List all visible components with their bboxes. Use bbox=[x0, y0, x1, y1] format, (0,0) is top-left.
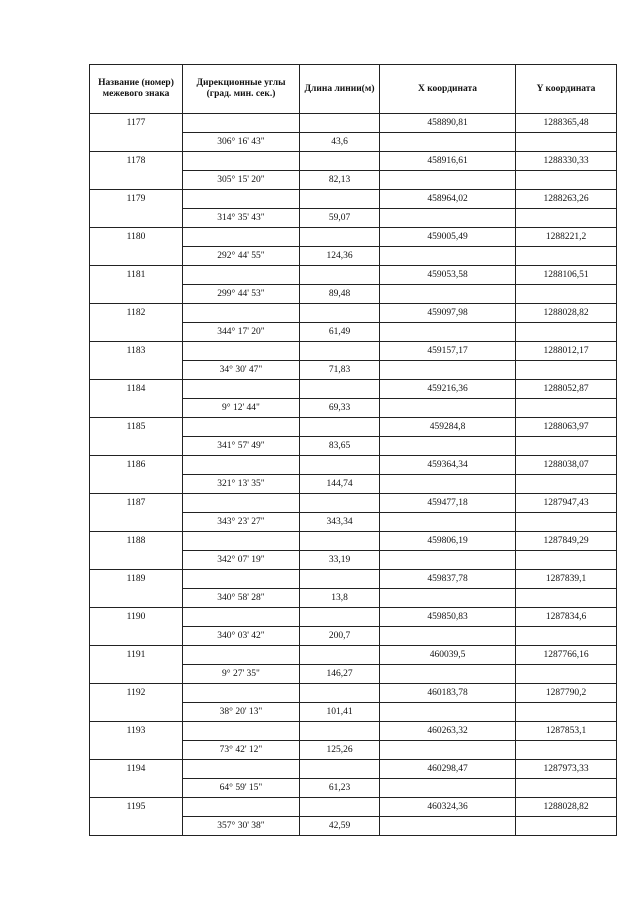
cell-y: 1288028,82 bbox=[516, 304, 617, 323]
cell-angle: 292° 44' 55" bbox=[183, 247, 300, 266]
cell-y: 1287834,6 bbox=[516, 608, 617, 627]
cell-length bbox=[300, 684, 380, 703]
cell-angle: 64° 59' 15" bbox=[183, 779, 300, 798]
cell-angle: 306° 16' 43" bbox=[183, 133, 300, 152]
header-x: X координата bbox=[380, 65, 516, 114]
cell-y bbox=[516, 817, 617, 836]
cell-x bbox=[380, 551, 516, 570]
table-row-point bbox=[90, 342, 617, 361]
cell-x bbox=[380, 627, 516, 646]
cell-angle bbox=[183, 722, 300, 741]
cell-name: 1185 bbox=[90, 418, 183, 437]
table-row-point bbox=[90, 646, 617, 665]
cell-y: 1288063,97 bbox=[516, 418, 617, 437]
table-row-point bbox=[90, 494, 617, 513]
cell-name: 1178 bbox=[90, 152, 183, 171]
cell-y: 1288330,33 bbox=[516, 152, 617, 171]
cell-y bbox=[516, 247, 617, 266]
header-name: Название (номер) межевого знака bbox=[90, 65, 183, 114]
cell-y: 1288012,17 bbox=[516, 342, 617, 361]
cell-angle bbox=[183, 456, 300, 475]
cell-name: 1195 bbox=[90, 798, 183, 817]
cell-length bbox=[300, 152, 380, 171]
cell-length bbox=[300, 646, 380, 665]
cell-x: 459850,83 bbox=[380, 608, 516, 627]
cell-angle: 340° 58' 28" bbox=[183, 589, 300, 608]
table-header-row bbox=[90, 65, 617, 114]
cell-length: 83,65 bbox=[300, 437, 380, 456]
cell-length: 101,41 bbox=[300, 703, 380, 722]
cell-y: 1287849,29 bbox=[516, 532, 617, 551]
cell-x bbox=[380, 665, 516, 684]
cell-x: 459216,36 bbox=[380, 380, 516, 399]
cell-y bbox=[516, 703, 617, 722]
cell-x: 460324,36 bbox=[380, 798, 516, 817]
cell-y bbox=[516, 437, 617, 456]
cell-x: 459053,58 bbox=[380, 266, 516, 285]
cell-y bbox=[516, 665, 617, 684]
cell-name bbox=[90, 323, 183, 342]
cell-angle: 314° 35' 43" bbox=[183, 209, 300, 228]
cell-angle bbox=[183, 532, 300, 551]
cell-length: 200,7 bbox=[300, 627, 380, 646]
table-row-segment bbox=[90, 589, 617, 608]
cell-angle bbox=[183, 152, 300, 171]
cell-angle bbox=[183, 418, 300, 437]
cell-name bbox=[90, 817, 183, 836]
cell-angle: 299° 44' 53" bbox=[183, 285, 300, 304]
cell-x bbox=[380, 285, 516, 304]
table-row-point bbox=[90, 190, 617, 209]
cell-y bbox=[516, 551, 617, 570]
table-row-point bbox=[90, 380, 617, 399]
cell-y bbox=[516, 285, 617, 304]
cell-x bbox=[380, 361, 516, 380]
cell-y: 1288106,51 bbox=[516, 266, 617, 285]
cell-name: 1188 bbox=[90, 532, 183, 551]
cell-length: 146,27 bbox=[300, 665, 380, 684]
cell-angle bbox=[183, 228, 300, 247]
table-row-segment bbox=[90, 551, 617, 570]
cell-x: 459806,19 bbox=[380, 532, 516, 551]
cell-name bbox=[90, 437, 183, 456]
cell-angle bbox=[183, 494, 300, 513]
cell-name bbox=[90, 361, 183, 380]
cell-x: 460263,32 bbox=[380, 722, 516, 741]
cell-name: 1184 bbox=[90, 380, 183, 399]
cell-y bbox=[516, 323, 617, 342]
cell-name: 1189 bbox=[90, 570, 183, 589]
cell-x bbox=[380, 209, 516, 228]
cell-y bbox=[516, 627, 617, 646]
cell-length: 33,19 bbox=[300, 551, 380, 570]
cell-length bbox=[300, 494, 380, 513]
cell-x: 460298,47 bbox=[380, 760, 516, 779]
cell-name bbox=[90, 513, 183, 532]
cell-y: 1288028,82 bbox=[516, 798, 617, 817]
cell-y bbox=[516, 513, 617, 532]
cell-angle bbox=[183, 266, 300, 285]
cell-length bbox=[300, 380, 380, 399]
table-body bbox=[90, 114, 617, 836]
cell-angle bbox=[183, 380, 300, 399]
header-y: Y координата bbox=[516, 65, 617, 114]
table-row-segment bbox=[90, 741, 617, 760]
table-row-segment bbox=[90, 247, 617, 266]
table-row-point bbox=[90, 684, 617, 703]
cell-length: 43,6 bbox=[300, 133, 380, 152]
cell-x bbox=[380, 741, 516, 760]
cell-angle: 342° 07' 19" bbox=[183, 551, 300, 570]
cell-y: 1287839,1 bbox=[516, 570, 617, 589]
cell-x: 459364,34 bbox=[380, 456, 516, 475]
cell-name bbox=[90, 741, 183, 760]
cell-length: 144,74 bbox=[300, 475, 380, 494]
cell-x: 458916,61 bbox=[380, 152, 516, 171]
cell-x: 459005,49 bbox=[380, 228, 516, 247]
cell-length bbox=[300, 266, 380, 285]
table-row-point bbox=[90, 418, 617, 437]
cell-length: 42,59 bbox=[300, 817, 380, 836]
cell-angle: 340° 03' 42" bbox=[183, 627, 300, 646]
cell-length: 59,07 bbox=[300, 209, 380, 228]
cell-name: 1191 bbox=[90, 646, 183, 665]
cell-y bbox=[516, 741, 617, 760]
cell-name bbox=[90, 399, 183, 418]
cell-name bbox=[90, 247, 183, 266]
table-row-point bbox=[90, 722, 617, 741]
table-row-segment bbox=[90, 513, 617, 532]
cell-angle: 9° 27' 35" bbox=[183, 665, 300, 684]
cell-angle bbox=[183, 114, 300, 133]
cell-length: 82,13 bbox=[300, 171, 380, 190]
cell-angle bbox=[183, 570, 300, 589]
table-row-point bbox=[90, 114, 617, 133]
cell-length bbox=[300, 760, 380, 779]
cell-angle: 344° 17' 20" bbox=[183, 323, 300, 342]
table-row-segment bbox=[90, 475, 617, 494]
cell-y bbox=[516, 589, 617, 608]
cell-x bbox=[380, 589, 516, 608]
cell-angle bbox=[183, 608, 300, 627]
cell-name bbox=[90, 779, 183, 798]
cell-name: 1177 bbox=[90, 114, 183, 133]
table-row-segment bbox=[90, 627, 617, 646]
cell-length: 13,8 bbox=[300, 589, 380, 608]
cell-name bbox=[90, 589, 183, 608]
cell-angle bbox=[183, 646, 300, 665]
cell-y: 1287853,1 bbox=[516, 722, 617, 741]
cell-angle: 38° 20' 13" bbox=[183, 703, 300, 722]
cell-x bbox=[380, 779, 516, 798]
cell-y bbox=[516, 779, 617, 798]
table-row-segment bbox=[90, 817, 617, 836]
table-row-segment bbox=[90, 285, 617, 304]
cell-angle: 34° 30' 47" bbox=[183, 361, 300, 380]
cell-x: 459837,78 bbox=[380, 570, 516, 589]
cell-x bbox=[380, 475, 516, 494]
cell-name: 1194 bbox=[90, 760, 183, 779]
cell-x bbox=[380, 133, 516, 152]
cell-length bbox=[300, 342, 380, 361]
cell-x bbox=[380, 247, 516, 266]
table-row-segment bbox=[90, 171, 617, 190]
table-row-point bbox=[90, 798, 617, 817]
cell-x bbox=[380, 171, 516, 190]
table-row-point bbox=[90, 304, 617, 323]
cell-name: 1183 bbox=[90, 342, 183, 361]
cell-x bbox=[380, 513, 516, 532]
cell-name bbox=[90, 285, 183, 304]
cell-y: 1288052,87 bbox=[516, 380, 617, 399]
cell-angle: 357° 30' 38" bbox=[183, 817, 300, 836]
cell-x: 459097,98 bbox=[380, 304, 516, 323]
cell-x: 460039,5 bbox=[380, 646, 516, 665]
cell-y: 1288263,26 bbox=[516, 190, 617, 209]
cell-name: 1181 bbox=[90, 266, 183, 285]
cell-y: 1287766,16 bbox=[516, 646, 617, 665]
cell-angle: 321° 13' 35" bbox=[183, 475, 300, 494]
table-row-point bbox=[90, 760, 617, 779]
cell-length bbox=[300, 190, 380, 209]
cell-x bbox=[380, 399, 516, 418]
cell-y bbox=[516, 361, 617, 380]
cell-name: 1182 bbox=[90, 304, 183, 323]
cell-length: 125,26 bbox=[300, 741, 380, 760]
cell-y: 1287973,33 bbox=[516, 760, 617, 779]
cell-length bbox=[300, 456, 380, 475]
header-angle: Дирекционные углы (град. мин. сек.) bbox=[183, 65, 300, 114]
cell-name: 1187 bbox=[90, 494, 183, 513]
header-length: Длина линии(м) bbox=[300, 65, 380, 114]
table-row-point bbox=[90, 456, 617, 475]
cell-length: 61,23 bbox=[300, 779, 380, 798]
table-row-segment bbox=[90, 399, 617, 418]
cell-length bbox=[300, 798, 380, 817]
cell-x bbox=[380, 817, 516, 836]
cell-length: 343,34 bbox=[300, 513, 380, 532]
cell-length: 71,83 bbox=[300, 361, 380, 380]
cell-length: 61,49 bbox=[300, 323, 380, 342]
cell-angle: 9° 12' 44" bbox=[183, 399, 300, 418]
cell-name bbox=[90, 551, 183, 570]
cell-length: 89,48 bbox=[300, 285, 380, 304]
cell-y bbox=[516, 399, 617, 418]
table-row-point bbox=[90, 570, 617, 589]
cell-y bbox=[516, 171, 617, 190]
cell-name bbox=[90, 133, 183, 152]
cell-length bbox=[300, 304, 380, 323]
cell-name bbox=[90, 209, 183, 228]
table-row-segment bbox=[90, 665, 617, 684]
table-row-segment bbox=[90, 133, 617, 152]
cell-length: 124,36 bbox=[300, 247, 380, 266]
cell-x: 460183,78 bbox=[380, 684, 516, 703]
boundary-coordinates-table bbox=[89, 64, 617, 836]
cell-angle: 305° 15' 20" bbox=[183, 171, 300, 190]
cell-x bbox=[380, 323, 516, 342]
cell-length bbox=[300, 114, 380, 133]
cell-length: 69,33 bbox=[300, 399, 380, 418]
table-row-segment bbox=[90, 703, 617, 722]
cell-name bbox=[90, 665, 183, 684]
cell-length bbox=[300, 228, 380, 247]
cell-x bbox=[380, 703, 516, 722]
cell-y: 1288221,2 bbox=[516, 228, 617, 247]
table-row-segment bbox=[90, 779, 617, 798]
cell-length bbox=[300, 608, 380, 627]
cell-name: 1180 bbox=[90, 228, 183, 247]
cell-name: 1193 bbox=[90, 722, 183, 741]
cell-y bbox=[516, 133, 617, 152]
cell-x bbox=[380, 437, 516, 456]
table-row-point bbox=[90, 228, 617, 247]
table-row-segment bbox=[90, 361, 617, 380]
cell-length bbox=[300, 418, 380, 437]
cell-y bbox=[516, 475, 617, 494]
cell-length bbox=[300, 532, 380, 551]
cell-name: 1190 bbox=[90, 608, 183, 627]
cell-name bbox=[90, 171, 183, 190]
cell-name: 1179 bbox=[90, 190, 183, 209]
cell-angle bbox=[183, 760, 300, 779]
cell-x: 459157,17 bbox=[380, 342, 516, 361]
cell-length bbox=[300, 722, 380, 741]
cell-angle bbox=[183, 798, 300, 817]
table-row-point bbox=[90, 152, 617, 171]
cell-x: 459477,18 bbox=[380, 494, 516, 513]
cell-name: 1186 bbox=[90, 456, 183, 475]
cell-angle bbox=[183, 342, 300, 361]
cell-angle: 341° 57' 49" bbox=[183, 437, 300, 456]
cell-name bbox=[90, 475, 183, 494]
cell-name bbox=[90, 627, 183, 646]
cell-name bbox=[90, 703, 183, 722]
cell-y bbox=[516, 209, 617, 228]
table-row-point bbox=[90, 266, 617, 285]
cell-x: 459284,8 bbox=[380, 418, 516, 437]
cell-angle bbox=[183, 684, 300, 703]
cell-y: 1287947,43 bbox=[516, 494, 617, 513]
table-row-segment bbox=[90, 209, 617, 228]
table-row-segment bbox=[90, 437, 617, 456]
cell-length bbox=[300, 570, 380, 589]
cell-angle bbox=[183, 190, 300, 209]
cell-angle bbox=[183, 304, 300, 323]
table-row-point bbox=[90, 532, 617, 551]
cell-y: 1287790,2 bbox=[516, 684, 617, 703]
cell-y: 1288365,48 bbox=[516, 114, 617, 133]
table-row-segment bbox=[90, 323, 617, 342]
cell-name: 1192 bbox=[90, 684, 183, 703]
cell-y: 1288038,07 bbox=[516, 456, 617, 475]
cell-x: 458890,81 bbox=[380, 114, 516, 133]
table-row-point bbox=[90, 608, 617, 627]
cell-angle: 73° 42' 12" bbox=[183, 741, 300, 760]
cell-x: 458964,02 bbox=[380, 190, 516, 209]
cell-angle: 343° 23' 27" bbox=[183, 513, 300, 532]
